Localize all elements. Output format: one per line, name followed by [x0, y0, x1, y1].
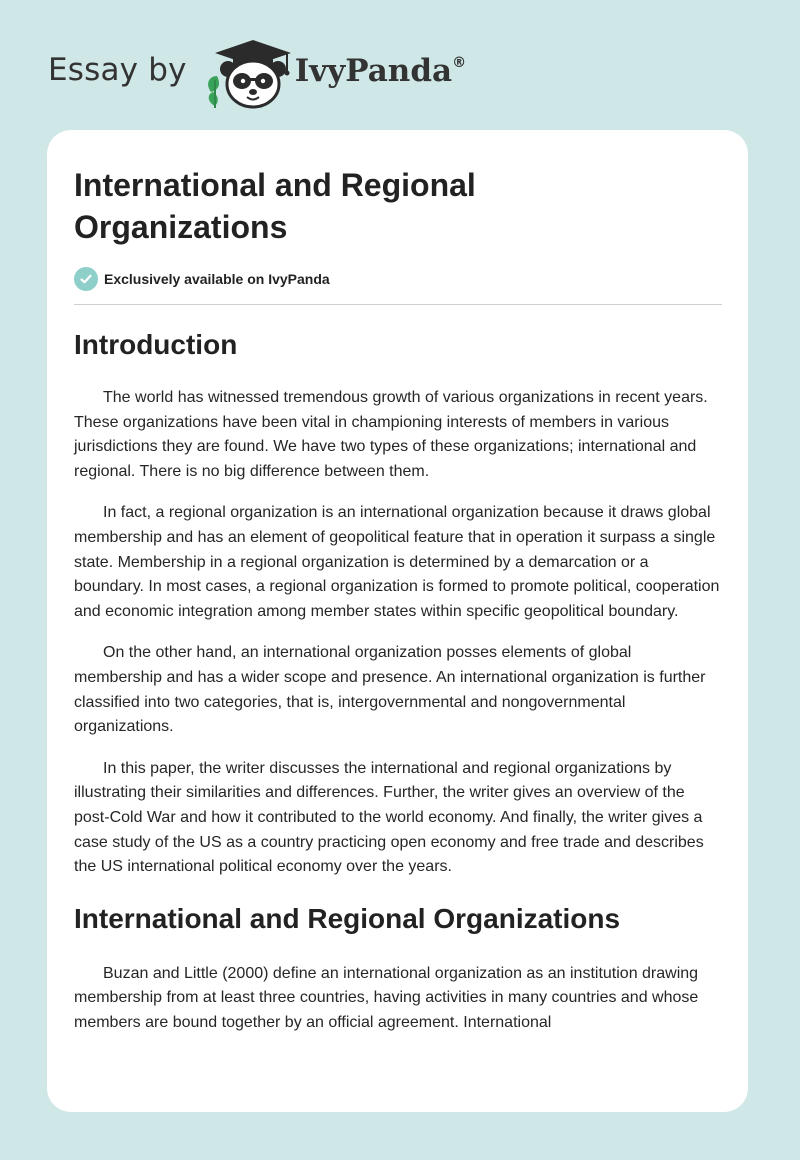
article-title: International and Regional Organizations	[74, 167, 476, 245]
brand-name[interactable]	[295, 53, 466, 89]
site-header	[48, 36, 466, 110]
exclusive-badge	[74, 267, 722, 291]
registered-mark: ®	[452, 55, 467, 71]
paragraph: In this paper, the writer discusses the international and regional organizations by illustrating their similarities and differences. Further, the writer gives an overview of the post-Cold War and how it contributed to the world economy. And finally, the writer gives a case study of the US as a country practicing open economy and free trade and describes the US international political economy over the years.	[74, 759, 704, 876]
section-heading-organizations: International and Regional Organizations	[74, 902, 621, 934]
section-heading-introduction: Introduction	[74, 329, 238, 360]
check-icon	[74, 267, 98, 291]
paragraph: On the other hand, an international organization posses elements of global membership and has a wider scope and presence. An international organization is further classified into two categories, that is, intergovernmental and nongovernmental organizations.	[74, 644, 706, 736]
article-card	[47, 130, 748, 1112]
exclusive-label: Exclusively available on IvyPanda	[104, 271, 330, 287]
paragraph: In fact, a regional organization is an international organization because it draws global membership and has an element of geopolitical feature that in operation it surpass a single state. Membership in a regional organization is determined by a demarcation or a boundary. In most cases, a regional organization is formed to promote political, cooperation and economic integration among member states within specific geopolitical boundary.	[74, 504, 720, 620]
brand-label: IvyPanda	[294, 53, 453, 89]
panda-logo-icon[interactable]	[203, 36, 299, 110]
paragraph: The world has witnessed tremendous growth of various organizations in recent years. These organizations have been vital in championing interests of members in various jurisdictions they are found. We have two types of these organizations; international and regional. There is no big difference between them.	[74, 389, 708, 480]
essay-by-label: Essay by	[48, 52, 187, 88]
title-divider	[74, 304, 722, 305]
paragraph: Buzan and Little (2000) define an international organization as an institution drawing membership from at least three countries, having activities in many countries and whose members are bound together by an official agreement. International	[74, 964, 699, 1031]
